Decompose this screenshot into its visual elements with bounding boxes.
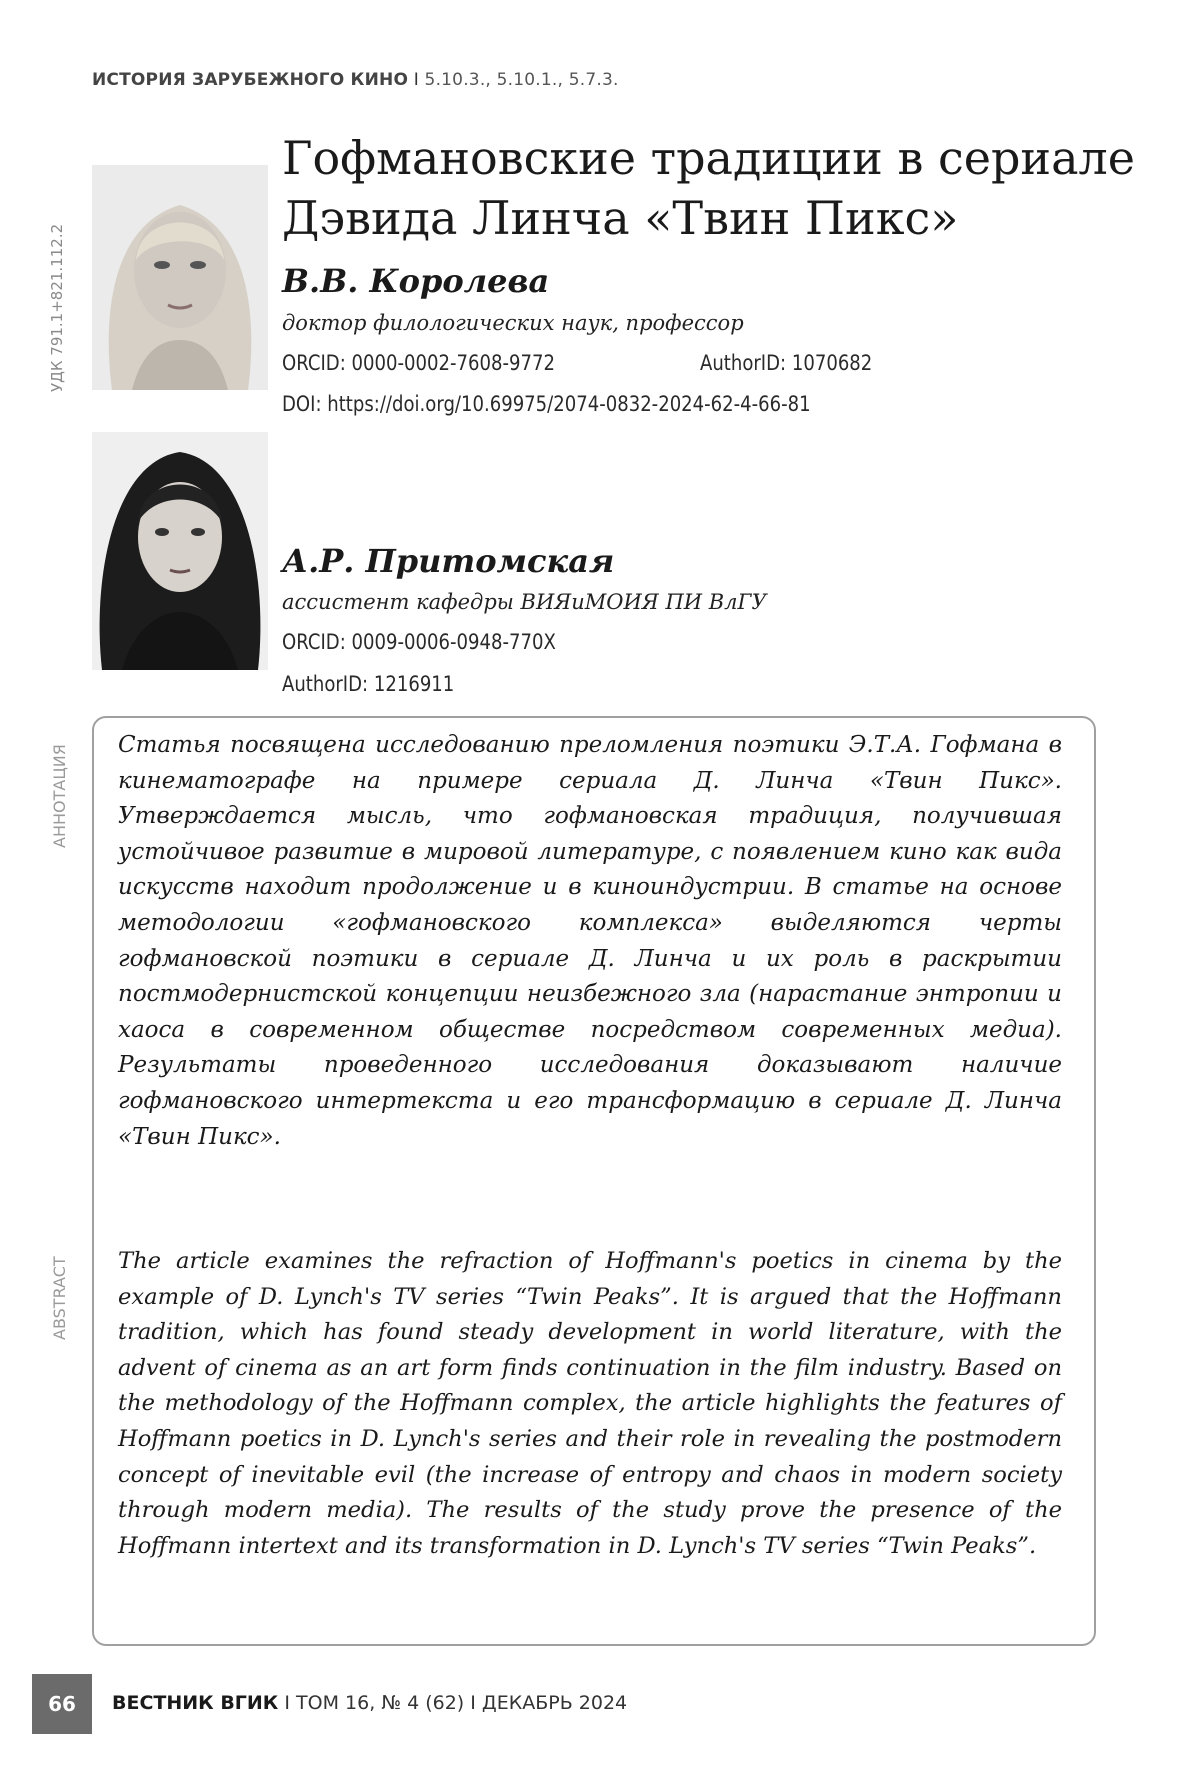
annotation-text-ru: Статья посвящена исследованию преломления поэтики Э.Т.А. Гофмана в кинематографе на примере сериала Д. Линча «Твин Пикс». Утверждается мысль, что гофмановская традиция, получившая устойчивое развитие в мировой литературе, с появлением кино как вида искусств находит продолжение и в киноиндустрии. В статье на основе методологии «гофмановского комплекса» выделяются черты гофмановской поэтики в сериале Д. Линча и их роль в раскрытии постмодернистской концепции неизбежного зла (нарастание энтропии и хаоса в современном обществе посредством современных медиа). Результаты проведенного исследования доказывают наличие гофмановского интертекста и его трансформацию в сериале Д. Линча «Твин Пикс». [118,732,1062,1150]
author-photo-pritomskaya [92,432,268,670]
author-photo-koroleva [92,165,268,390]
author-2-authorid: AuthorID: 1216911 [282,672,455,696]
specialty-codes: 5.10.3., 5.10.1., 5.7.3. [424,70,619,90]
title-line-1: Гофмановские традиции в сериале [282,131,1135,185]
header-line [92,70,619,90]
issue-info: I ТОМ 16, № 4 (62) I ДЕКАБРЬ 2024 [278,1692,628,1714]
author-role-2: ассистент кафедры ВИЯиМОИЯ ПИ ВлГУ [282,590,767,614]
page-number: 66 [32,1674,92,1734]
article-title [282,128,1162,248]
author-name-2: А.Р. Притомская [282,542,615,580]
author-2-orcid: ORCID: 0009-0006-0948-770X [282,630,556,654]
udc-code: УДК 791.1+821.112.2 [48,223,66,392]
journal-name: ВЕСТНИК ВГИК [112,1692,279,1714]
abstract-text-en: The article examines the refraction of Hoffmann's poetics in cinema by the example of D. Lynch's TV series “Twin Peaks”. It is argued that the Hoffmann tradition, which has found steady development in world literature, with the advent of cinema as an art form finds continuation in the film industry. Based on the methodology of the Hoffmann complex, the article highlights the features of Hoffmann poetics in D. Lynch's series and their role in revealing the postmodern concept of inevitable evil (the increase of entropy and chaos in modern society through modern media). The results of the study prove the presence of the Hoffmann intertext and its transformation in D. Lynch's TV series “Twin Peaks”. [118,1248,1062,1559]
header-separator: I [408,70,425,90]
author-1-doi[interactable]: DOI: https://doi.org/10.69975/2074-0832-2024-62-4-66-81 [282,392,811,416]
author-1-authorid: AuthorID: 1070682 [700,351,873,375]
author-1-orcid: ORCID: 0000-0002-7608-9772 [282,351,555,375]
author-role-1: доктор филологических наук, профессор [282,311,744,335]
footer-line [112,1692,627,1714]
title-line-2: Дэвида Линча «Твин Пикс» [282,191,959,245]
author-name-1: В.В. Королева [282,262,550,300]
annotation-side-label: АННОТАЦИЯ [50,744,69,848]
rubric-title: ИСТОРИЯ ЗАРУБЕЖНОГО КИНО [92,70,409,90]
abstract-side-label: ABSTRACT [50,1256,69,1340]
